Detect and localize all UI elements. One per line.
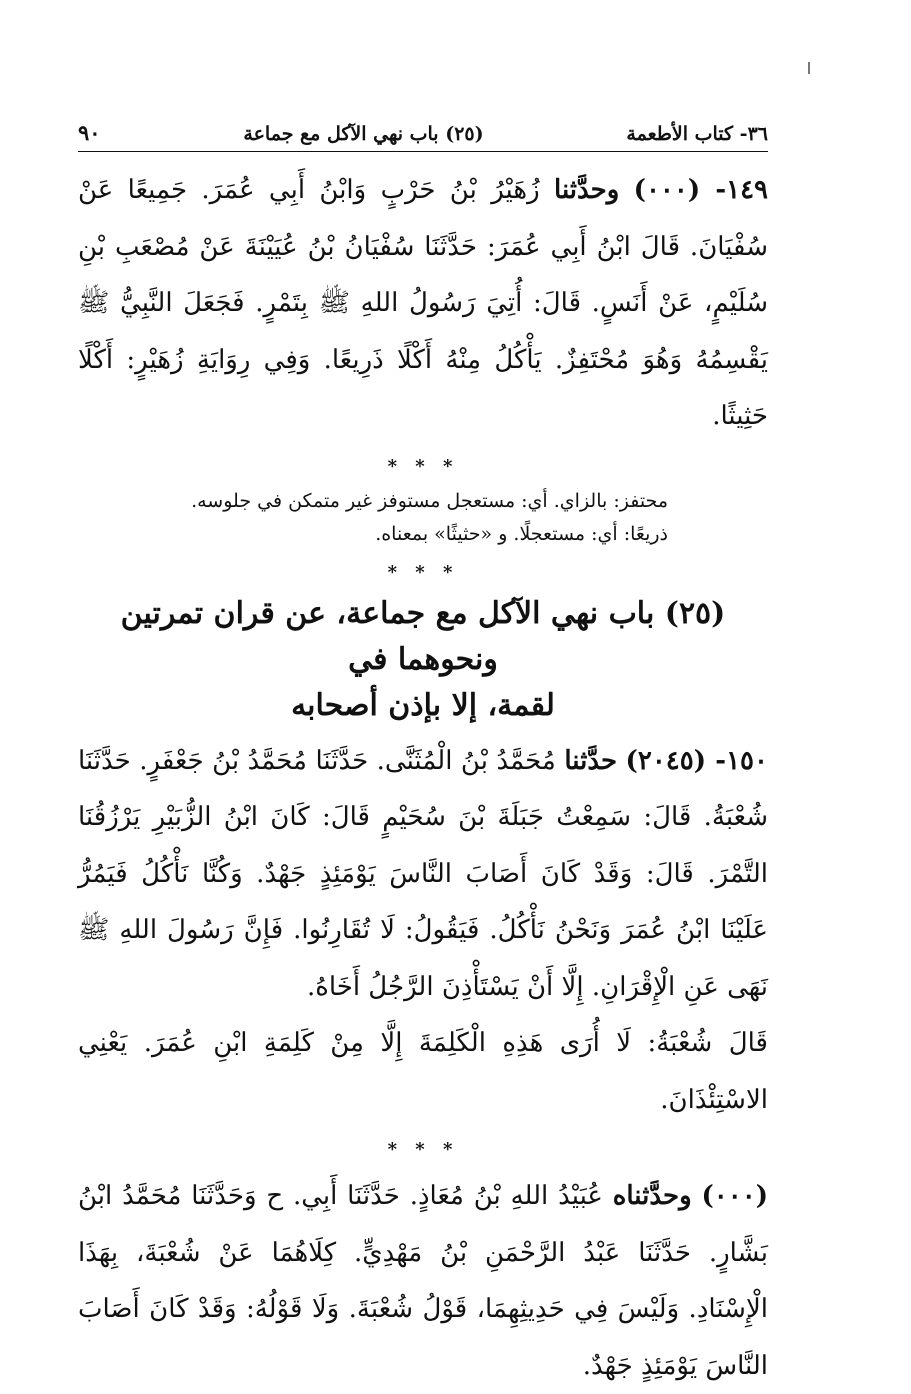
hadith-next bbox=[78, 1168, 768, 1394]
chapter-heading-line: (٢٥) باب نهي الآكل مع جماعة، عن قران تمرتين ونحوهما في bbox=[120, 595, 726, 677]
hadith-lead: حدَّثنا bbox=[564, 745, 618, 776]
hadith-number: ١٥٠- (٢٠٤٥) bbox=[625, 745, 768, 776]
chapter-heading-line: لقمة، إلا بإذن أصحابه bbox=[291, 687, 555, 723]
hadith-150-continuation: قَالَ شُعْبَةُ: لَا أُرَى هَذِهِ الْكَلِمَةَ إِلَّا مِنْ كَلِمَةِ ابْنِ عُمَرَ. يَعْنِي الاسْتِئْذَانَ. bbox=[78, 1028, 768, 1115]
hadith-text: عُبَيْدُ اللهِ بْنُ مُعَاذٍ. حَدَّثَنَا أَبِي. ح وَحَدَّثَنَا مُحَمَّدُ ابْنُ بَشَّارٍ. حَدَّثَنَا عَبْدُ الرَّحْمَنِ بْنُ مَهْدِيٍّ. كِلَاهُمَا عَنْ شُعْبَةَ، بِهَذَا الْإِسْنَادِ. وَلَيْسَ فِي حَدِيثِهِمَا، قَوْلُ شُعْبَةَ. وَلَا قَوْلُهُ: وَقَدْ كَانَ أَصَابَ النَّاسَ يَوْمَئِذٍ جَهْدٌ. bbox=[78, 1181, 768, 1381]
hadith-text: زُهَيْرُ بْنُ حَرْبٍ وَابْنُ أَبِي عُمَرَ. جَمِيعًا عَنْ سُفْيَانَ. قَالَ ابْنُ أَبِي عُمَرَ: حَدَّثَنَا سُفْيَانُ بْنُ عُيَيْنَةَ عَنْ مُصْعَبِ بْنِ سُلَيْمٍ، عَنْ أَنَسٍ. قَالَ: أُتِيَ رَسُولُ اللهِ ﷺ بِتَمْرٍ. فَجَعَلَ النَّبِيُّ ﷺ يَقْسِمُهُ وَهُوَ مُحْتَفِزٌ. يَأْكُلُ مِنْهُ أَكْلًا ذَرِيعًا. وَفِي رِوَايَةِ زُهَيْرٍ: أَكْلًا حَثِيثًا. bbox=[78, 175, 768, 431]
running-header bbox=[78, 120, 768, 152]
book-page bbox=[78, 120, 768, 1394]
hadith-text: مُحَمَّدُ بْنُ الْمُثَنَّى. حَدَّثَنَا مُحَمَّدُ بْنُ جَعْفَرٍ. حَدَّثَنَا شُعْبَةُ. قَالَ: سَمِعْتُ جَبَلَةَ بْنَ سُحَيْمٍ قَالَ: كَانَ ابْنُ الزُّبَيْرِ يَرْزُقُنَا التَّمْرَ. قَالَ: وَقَدْ كَانَ أَصَابَ النَّاسَ يَوْمَئِذٍ جَهْدٌ. وَكُنَّا نَأْكُلُ فَيَمُرُّ عَلَيْنَا ابْنُ عُمَرَ وَنَحْنُ نَأْكُلُ. فَيَقُولُ: لَا تُقَارِنُوا. فَإِنَّ رَسُولَ اللهِ ﷺ نَهَى عَنِ الْإِقْرَانِ. إِلَّا أَنْ يَسْتَأْذِنَ الرَّجُلُ أَخَاهُ. bbox=[78, 745, 768, 1002]
section-separator: * * * bbox=[387, 1139, 459, 1160]
hadith-lead: وحدَّثناه bbox=[612, 1181, 692, 1211]
footnote: محتفز: بالزاي. أي: مستعجل مستوفز غير متمكن في جلوسه. bbox=[191, 489, 668, 512]
page-number: ٩٠ bbox=[78, 120, 101, 145]
section-separator: * * * bbox=[387, 455, 459, 477]
hadith-number: (٠٠٠) bbox=[701, 1181, 768, 1211]
hadith-number: ١٤٩- (٠٠٠) bbox=[633, 175, 769, 205]
book-title: ٣٦- كتاب الأطعمة bbox=[626, 123, 768, 145]
section-separator: * * * bbox=[387, 561, 459, 583]
margin-mark bbox=[808, 62, 810, 74]
hadith-lead: وحدَّثنا bbox=[554, 175, 620, 205]
running-title: (٢٥) باب نهي الآكل مع جماعة bbox=[243, 123, 484, 145]
hadith-149 bbox=[78, 162, 768, 445]
hadith-150 bbox=[78, 733, 768, 1016]
footnote: ذريعًا: أي: مستعجلًا. و «حثيثًا» بمعناه. bbox=[375, 522, 668, 545]
chapter-heading bbox=[78, 591, 768, 729]
